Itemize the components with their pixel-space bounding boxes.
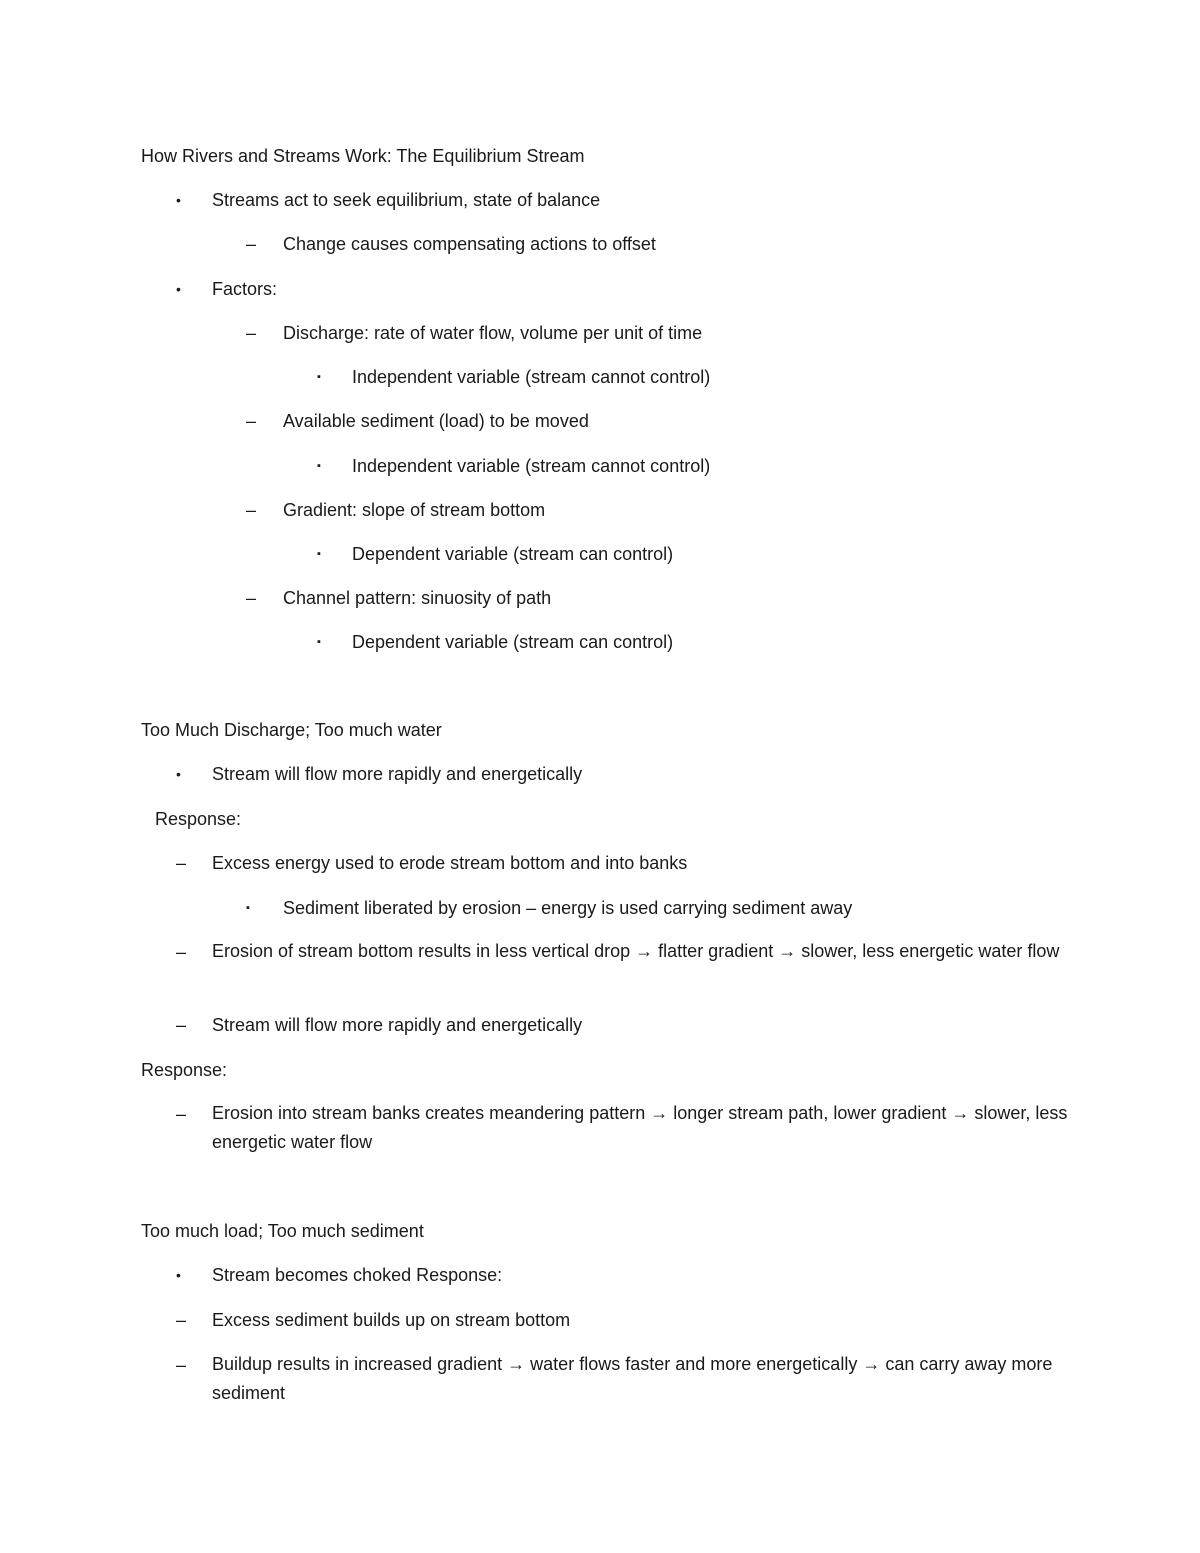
bullet-dash: – xyxy=(246,323,257,343)
bullet-dash: – xyxy=(176,1355,187,1375)
list-item: Discharge: rate of water flow, volume per unit of time xyxy=(283,323,703,343)
list-item: Stream will flow more rapidly and energetically xyxy=(212,764,583,784)
bullet-square: ▪ xyxy=(317,371,321,383)
bullet-square: ▪ xyxy=(317,460,321,472)
bullet-square: ▪ xyxy=(317,636,321,648)
bullet-dash: – xyxy=(246,500,257,520)
list-item: Channel pattern: sinuosity of path xyxy=(283,588,552,608)
list-item: Factors: xyxy=(212,279,278,299)
list-item: Stream will flow more rapidly and energetically xyxy=(212,1015,583,1035)
bullet-dot: • xyxy=(176,281,181,297)
list-item: Independent variable (stream cannot control) xyxy=(352,456,711,476)
bullet-dash: – xyxy=(246,411,257,431)
response-label: Response: xyxy=(155,809,242,829)
list-item: Buildup results in increased gradient → water flows faster and more energetically → can carry away more sediment xyxy=(212,1354,1053,1403)
list-item: Erosion into stream banks creates meandering pattern → longer stream path, lower gradient → slower, less energetic water flow xyxy=(212,1103,1068,1152)
bullet-dash: – xyxy=(246,588,257,608)
bullet-dash: – xyxy=(176,1104,187,1124)
bullet-dot: • xyxy=(176,192,181,208)
list-item: Dependent variable (stream can control) xyxy=(352,544,674,564)
section-heading-discharge: Too Much Discharge; Too much water xyxy=(141,720,442,740)
bullet-dot: • xyxy=(176,1267,181,1283)
bullet-square: ▪ xyxy=(246,902,250,914)
response-label: Response: xyxy=(141,1060,228,1080)
list-item: Sediment liberated by erosion – energy is used carrying sediment away xyxy=(283,898,853,918)
bullet-dash: – xyxy=(176,853,187,873)
bullet-dash: – xyxy=(176,942,187,962)
list-item: Stream becomes choked Response: xyxy=(212,1265,503,1285)
list-item: Available sediment (load) to be moved xyxy=(283,411,589,431)
bullet-dot: • xyxy=(176,766,181,782)
bullet-dash: – xyxy=(176,1015,187,1035)
bullet-dash: – xyxy=(176,1310,187,1330)
list-item: Erosion of stream bottom results in less vertical drop → flatter gradient → slower, less energetic water flow xyxy=(212,941,1060,961)
list-item: Dependent variable (stream can control) xyxy=(352,632,674,652)
list-item: Excess sediment builds up on stream bottom xyxy=(212,1310,571,1330)
list-item: Change causes compensating actions to offset xyxy=(283,234,656,254)
list-item: Excess energy used to erode stream bottom and into banks xyxy=(212,853,688,873)
section-heading-load: Too much load; Too much sediment xyxy=(141,1221,424,1241)
section-heading-equilibrium: How Rivers and Streams Work: The Equilibrium Stream xyxy=(141,146,585,166)
list-item: Gradient: slope of stream bottom xyxy=(283,500,546,520)
list-item: Streams act to seek equilibrium, state of balance xyxy=(212,190,601,210)
bullet-dash: – xyxy=(246,234,257,254)
list-item: Independent variable (stream cannot control) xyxy=(352,367,711,387)
bullet-square: ▪ xyxy=(317,548,321,560)
